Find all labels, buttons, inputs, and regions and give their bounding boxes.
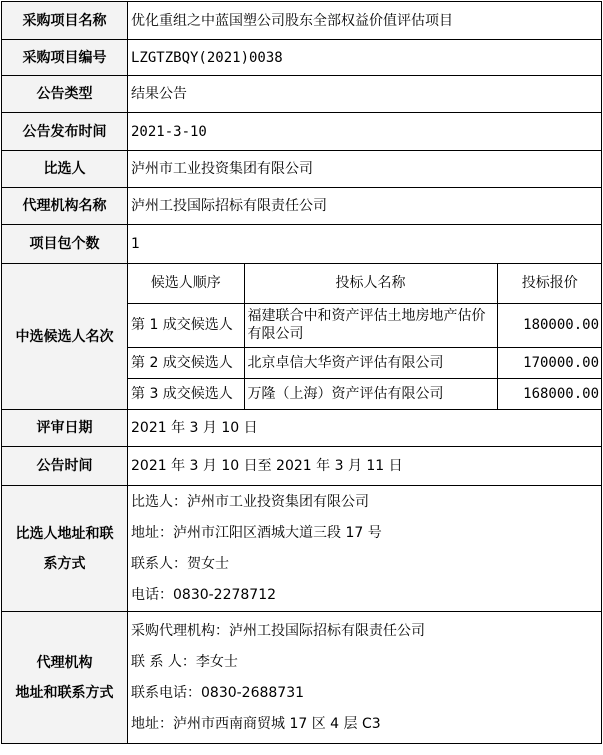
agency-contact-label xyxy=(2,612,128,744)
candidates-label: 中选候选人名次 xyxy=(2,264,128,410)
agency-contact-label-line2: 地址和联系方式 xyxy=(15,684,114,701)
row-agency xyxy=(2,188,602,225)
publish-time-label: 公告发布时间 xyxy=(2,113,128,151)
row-agency-contact xyxy=(2,612,602,744)
selector-value: 泸州市工业投资集团有限公司 xyxy=(128,151,602,188)
candidates-header-row xyxy=(128,264,602,303)
row-publish-time xyxy=(2,113,602,151)
agency-contact-details xyxy=(128,612,602,744)
candidate-name: 福建联合中和资产评估土地房地产估价有限公司 xyxy=(244,303,497,347)
selector-contact-line: 地址：泸州市江阳区酒城大道三段 17 号 xyxy=(131,524,382,541)
selector-contact-line: 比选人：泸州市工业投资集团有限公司 xyxy=(131,493,369,510)
agency-contact-label-line1: 代理机构 xyxy=(36,654,93,671)
project-name-label: 采购项目名称 xyxy=(2,2,128,40)
agency-label: 代理机构名称 xyxy=(2,188,128,225)
row-notice-period xyxy=(2,447,602,486)
candidate-name: 北京卓信大华资产评估有限公司 xyxy=(244,347,497,378)
agency-value: 泸州工投国际招标有限责任公司 xyxy=(128,188,602,225)
table-row xyxy=(128,303,602,347)
row-review-date xyxy=(2,410,602,447)
row-candidates xyxy=(2,264,602,410)
row-selector-contact xyxy=(2,486,602,612)
header-bid-price: 投标报价 xyxy=(497,264,602,303)
project-no-value: LZGTZBQY(2021)0038 xyxy=(128,40,602,76)
review-date-value: 2021 年 3 月 10 日 xyxy=(128,410,602,447)
notice-period-value: 2021 年 3 月 10 日至 2021 年 3 月 11 日 xyxy=(128,447,602,486)
selector-label: 比选人 xyxy=(2,151,128,188)
selector-contact-label xyxy=(2,486,128,612)
table-row xyxy=(128,347,602,378)
header-rank: 候选人顺序 xyxy=(128,264,244,303)
row-package-count xyxy=(2,225,602,264)
agency-contact-line: 联 系 人：李女士 xyxy=(131,653,238,670)
candidate-price: 168000.00 xyxy=(497,378,602,409)
procurement-result-table xyxy=(1,1,602,744)
agency-contact-line: 地址：泸州市西南商贸城 17 区 4 层 C3 xyxy=(131,715,381,732)
row-selector xyxy=(2,151,602,188)
candidates-table xyxy=(128,264,602,409)
package-count-value: 1 xyxy=(128,225,602,264)
notice-type-value: 结果公告 xyxy=(128,76,602,113)
candidate-rank: 第 2 成交候选人 xyxy=(128,347,244,378)
selector-contact-label-line2: 系方式 xyxy=(43,555,86,572)
notice-period-label: 公告时间 xyxy=(2,447,128,486)
notice-type-label: 公告类型 xyxy=(2,76,128,113)
agency-contact-line: 联系电话：0830-2688731 xyxy=(131,684,305,701)
table-row xyxy=(128,378,602,409)
row-project-no xyxy=(2,40,602,76)
candidates-cell xyxy=(128,264,602,410)
selector-contact-line: 联系人：贺女士 xyxy=(131,555,229,572)
publish-time-value: 2021-3-10 xyxy=(128,113,602,151)
agency-contact-line: 采购代理机构：泸州工投国际招标有限责任公司 xyxy=(131,622,425,639)
selector-contact-label-line1: 比选人地址和联 xyxy=(15,525,114,542)
review-date-label: 评审日期 xyxy=(2,410,128,447)
selector-contact-details xyxy=(128,486,602,612)
candidate-price: 180000.00 xyxy=(497,303,602,347)
row-notice-type xyxy=(2,76,602,113)
selector-contact-line: 电话：0830-2278712 xyxy=(131,586,277,603)
package-count-label: 项目包个数 xyxy=(2,225,128,264)
project-no-label: 采购项目编号 xyxy=(2,40,128,76)
project-name-value: 优化重组之中蓝国塑公司股东全部权益价值评估项目 xyxy=(128,2,602,40)
candidate-name: 万隆（上海）资产评估有限公司 xyxy=(244,378,497,409)
candidate-rank: 第 1 成交候选人 xyxy=(128,303,244,347)
header-bidder-name: 投标人名称 xyxy=(244,264,497,303)
candidate-price: 170000.00 xyxy=(497,347,602,378)
candidate-rank: 第 3 成交候选人 xyxy=(128,378,244,409)
row-project-name xyxy=(2,2,602,40)
